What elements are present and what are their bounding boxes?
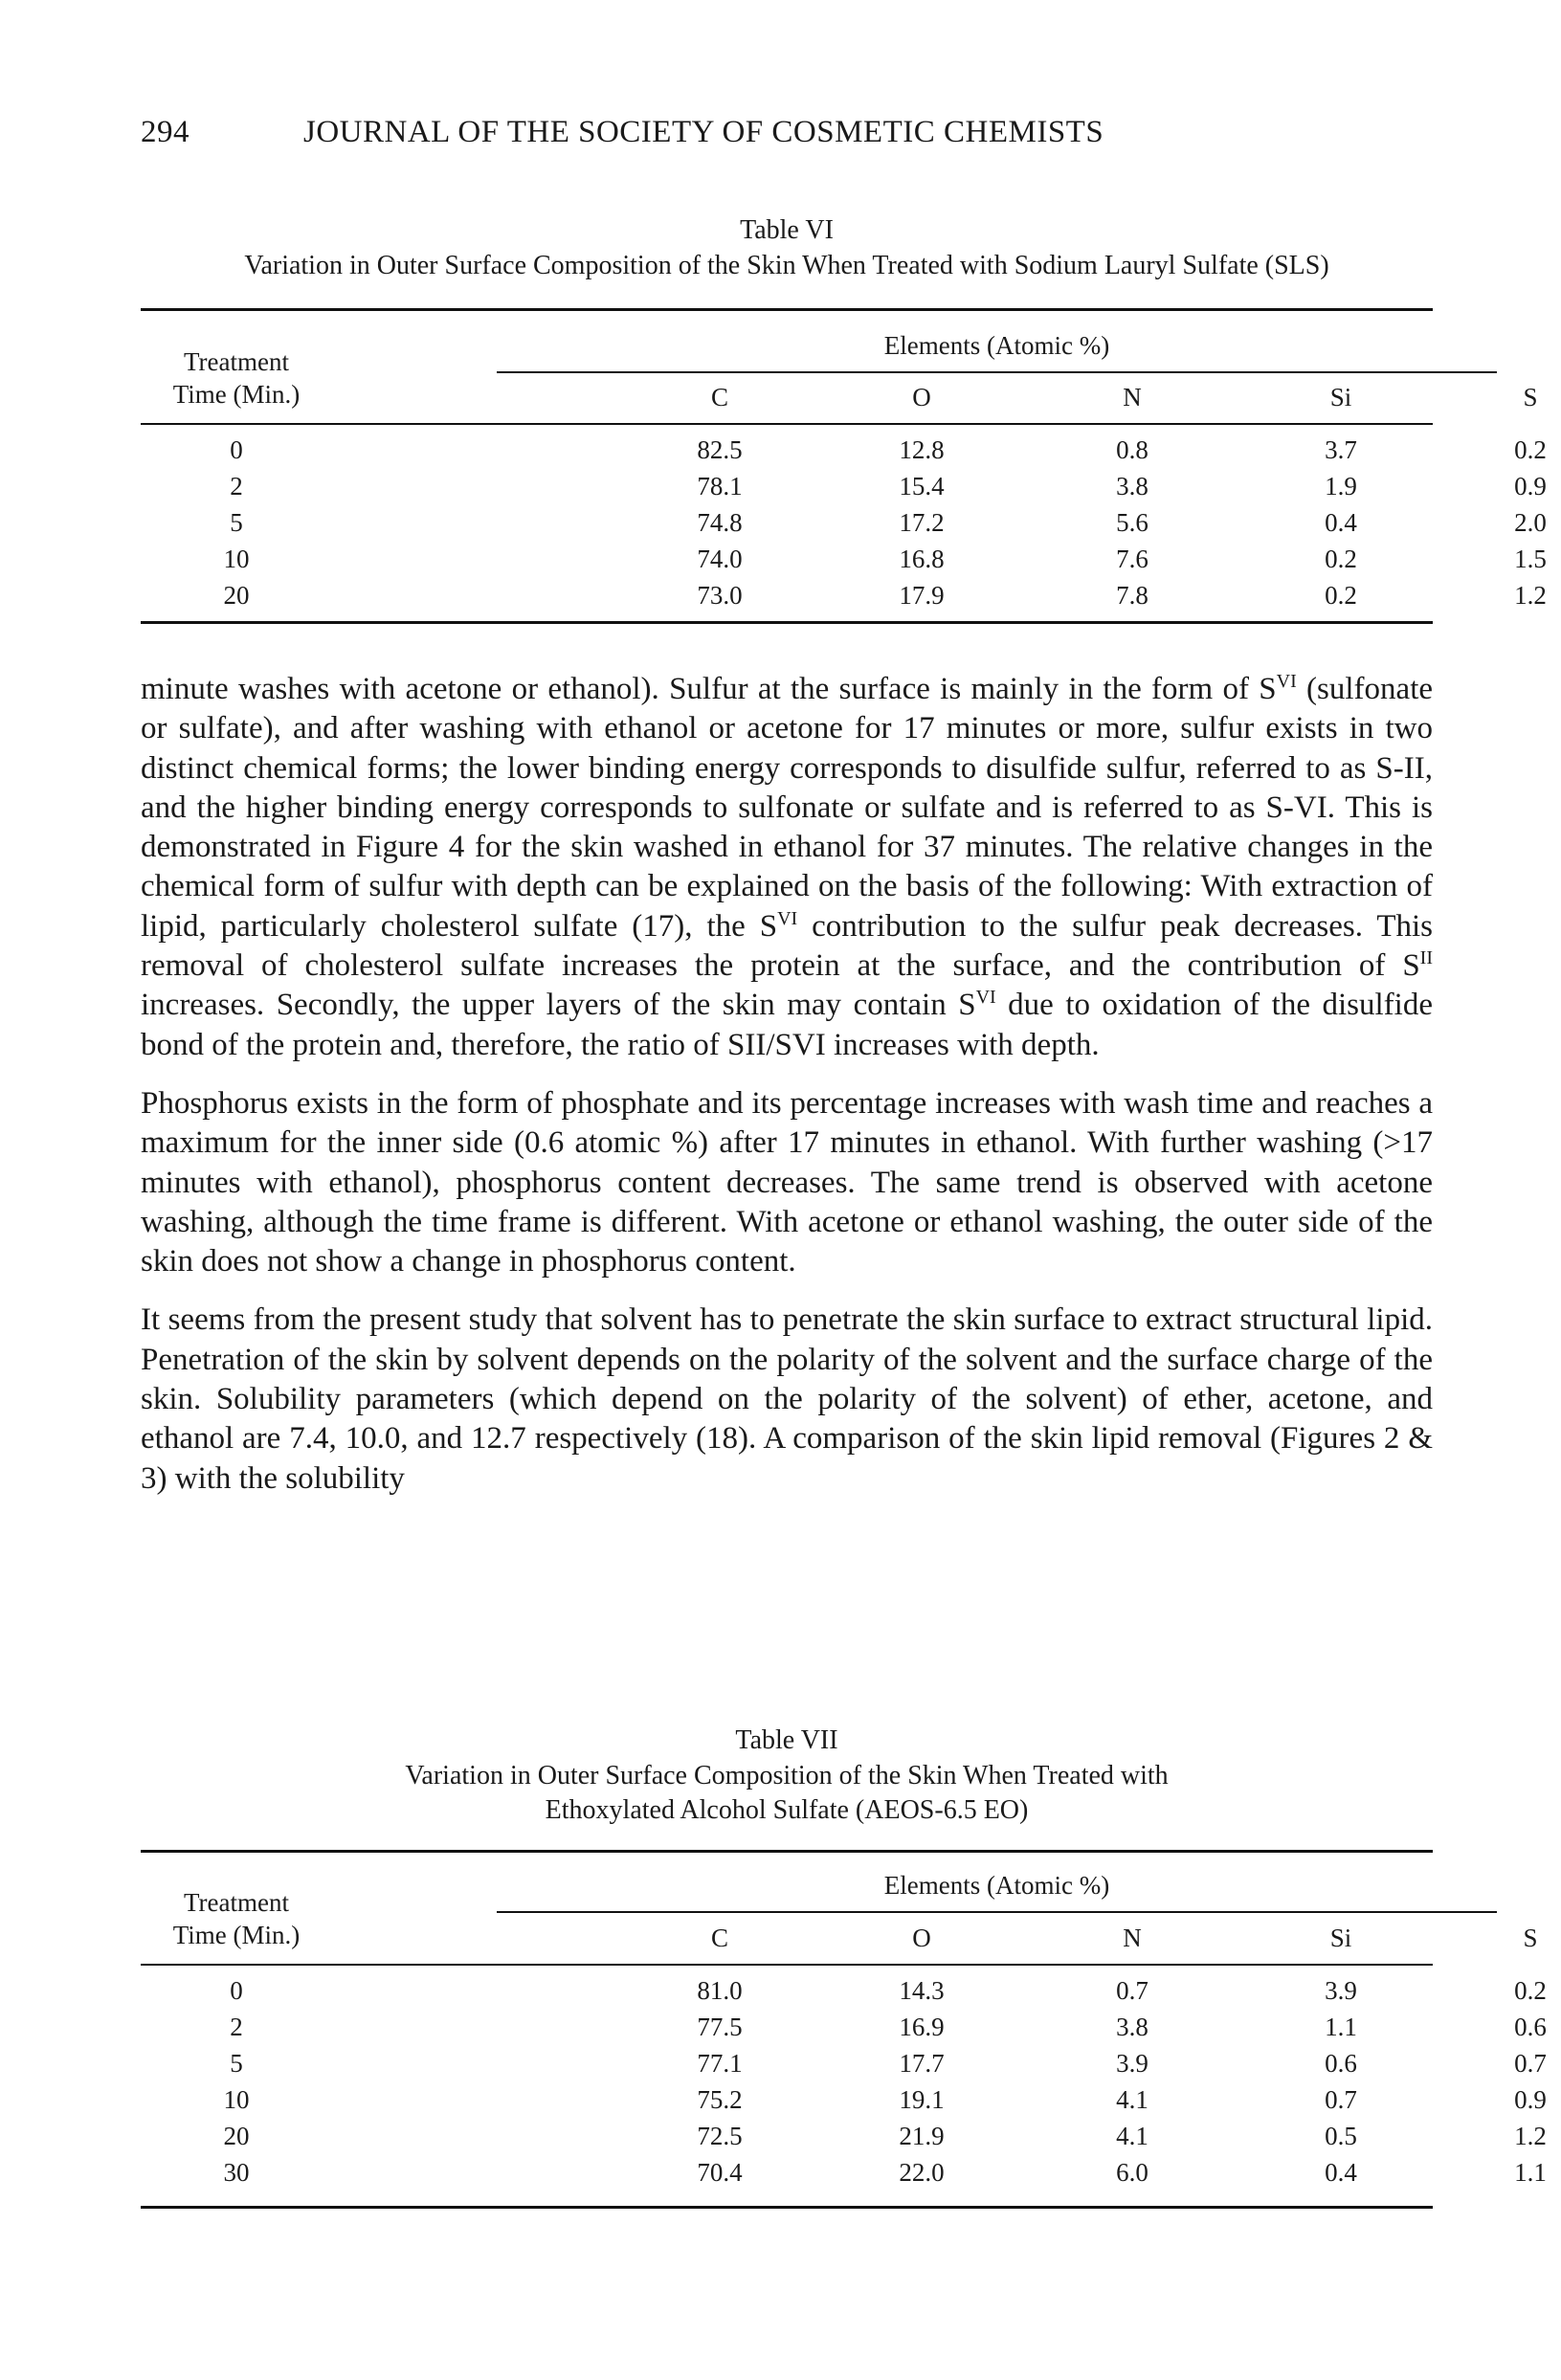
table6-cell: 1.5 xyxy=(1514,545,1547,573)
table-vi-group-header: Elements (Atomic %) xyxy=(883,331,1110,360)
table7-cell: 19.1 xyxy=(899,2085,945,2114)
table6-cell: 73.0 xyxy=(697,581,743,610)
table7-cell: 77.5 xyxy=(697,2013,743,2041)
table7-row-time: 20 xyxy=(223,2122,250,2150)
table7-cell: 0.6 xyxy=(1325,2049,1357,2078)
table7-cell: 3.8 xyxy=(1116,2013,1148,2041)
table6-cell: 3.7 xyxy=(1325,435,1357,464)
table6-cell: 74.8 xyxy=(697,508,743,537)
table6-row-time: 2 xyxy=(230,472,243,500)
table6-cell: 0.8 xyxy=(1116,435,1148,464)
table7-row-time: 30 xyxy=(223,2158,250,2187)
table7-cell: 21.9 xyxy=(899,2122,945,2150)
table-vii xyxy=(141,1723,1547,2220)
table6-cell: 1.9 xyxy=(1325,472,1357,500)
table6-row-time: 5 xyxy=(230,508,243,537)
table6-cell: 3.8 xyxy=(1116,472,1148,500)
table6-column-header: S xyxy=(1523,383,1538,411)
table7-cell: 17.7 xyxy=(899,2049,945,2078)
table7-row-time: 5 xyxy=(230,2049,243,2078)
table-vii-title: Table VII xyxy=(735,1725,838,1755)
table6-cell: 15.4 xyxy=(899,472,945,500)
table6-column-header: N xyxy=(1123,383,1142,411)
table6-cell: 74.0 xyxy=(697,545,743,573)
body-text xyxy=(141,670,1433,1499)
table7-cell: 81.0 xyxy=(697,1976,743,2005)
table7-cell: 4.1 xyxy=(1116,2122,1148,2150)
table6-cell: 0.2 xyxy=(1514,435,1547,464)
paragraph-solvent: It seems from the present study that solvent has to penetrate the skin surface to extract structural lipid. Penetration of the skin by solvent depends on the polarity of the solvent and the surface charge of the skin. Solubility parameters (which depend on the polarity of the solvent) of ether, acetone, and ethanol are 7.4, 10.0, and 12.7 respectively (18). A comparison of the skin lipid removal (Figures 2 & 3) with the solubility xyxy=(141,1302,1433,1496)
table7-cell: 75.2 xyxy=(697,2085,743,2114)
table7-cell: 16.9 xyxy=(899,2013,945,2041)
table-vii-top-rule xyxy=(141,1850,1433,1853)
table7-row-time: 10 xyxy=(223,2085,250,2114)
table-vi-top-rule xyxy=(141,308,1433,311)
table7-cell: 0.2 xyxy=(1514,1976,1547,2005)
table6-cell: 82.5 xyxy=(697,435,743,464)
table7-cell: 77.1 xyxy=(697,2049,743,2078)
table6-cell: 7.6 xyxy=(1116,545,1148,573)
table7-cell: 1.2 xyxy=(1514,2122,1547,2150)
table7-cell: 0.9 xyxy=(1514,2085,1547,2114)
table6-cell: 17.9 xyxy=(899,581,945,610)
table-vii-row-header: Treatment Time (Min.) xyxy=(172,1888,301,1949)
table7-cell: 14.3 xyxy=(899,1976,945,2005)
table-vi-row-header: Treatment Time (Min.) xyxy=(172,347,301,409)
table7-cell: 0.5 xyxy=(1325,2122,1357,2150)
table7-cell: 0.7 xyxy=(1514,2049,1547,2078)
table7-cell: 6.0 xyxy=(1116,2158,1148,2187)
table6-column-header: Si xyxy=(1329,383,1352,411)
table7-row-time: 2 xyxy=(230,2013,243,2041)
table-vii-caption: Variation in Outer Surface Composition of the Skin When Treated with Ethoxylated Alcohol Sulfate (AEOS-6.5 EO) xyxy=(405,1761,1169,1825)
table7-cell: 72.5 xyxy=(697,2122,743,2150)
table6-cell: 0.2 xyxy=(1325,545,1357,573)
table6-row-time: 20 xyxy=(223,581,250,610)
table-vi-group-rule xyxy=(497,371,1497,373)
table7-column-header: O xyxy=(912,1924,931,1952)
table-vii-group-header: Elements (Atomic %) xyxy=(883,1871,1110,1900)
running-header xyxy=(141,115,1433,150)
table-vi xyxy=(141,212,1547,634)
table-vii-bottom-rule xyxy=(141,2206,1433,2209)
table7-cell: 70.4 xyxy=(697,2158,743,2187)
table7-cell: 3.9 xyxy=(1116,2049,1148,2078)
paragraph-phosphorus: Phosphorus exists in the form of phosphate and its percentage increases with wash time and reaches a maximum for the inner side (0.6 atomic %) after 17 minutes in ethanol. With further washing (>17 minutes with ethanol), phosphorus content decreases. The same trend is observed with acetone washing, although the time frame is different. With acetone or ethanol washing, the outer side of the skin does not show a change in phosphorus content. xyxy=(141,1085,1433,1279)
table6-cell: 0.9 xyxy=(1514,472,1547,500)
table6-row-time: 10 xyxy=(223,545,250,573)
table6-cell: 12.8 xyxy=(899,435,945,464)
table6-cell: 0.2 xyxy=(1325,581,1357,610)
table-vii-header-rule xyxy=(141,1964,1433,1966)
table7-column-header: Si xyxy=(1329,1924,1352,1952)
table7-cell: 3.9 xyxy=(1325,1976,1357,2005)
table6-cell: 7.8 xyxy=(1116,581,1148,610)
table7-column-header: S xyxy=(1523,1924,1538,1952)
table-vi-caption: Variation in Outer Surface Composition of the Skin When Treated with Sodium Lauryl Sulfate (SLS) xyxy=(244,251,1329,280)
table7-cell: 22.0 xyxy=(899,2158,945,2187)
table6-column-header: C xyxy=(710,383,728,411)
table7-cell: 0.7 xyxy=(1325,2085,1357,2114)
journal-title: JOURNAL OF THE SOCIETY OF COSMETIC CHEMISTS xyxy=(303,115,1104,149)
table6-cell: 0.4 xyxy=(1325,508,1357,537)
table6-cell: 1.2 xyxy=(1514,581,1547,610)
table6-column-header: O xyxy=(912,383,931,411)
page-number: 294 xyxy=(141,115,190,149)
table7-cell: 0.4 xyxy=(1325,2158,1357,2187)
table7-row-time: 0 xyxy=(230,1976,243,2005)
table7-cell: 1.1 xyxy=(1514,2158,1547,2187)
table7-cell: 4.1 xyxy=(1116,2085,1148,2114)
table-vii-group-rule xyxy=(497,1911,1497,1913)
table-vi-bottom-rule xyxy=(141,621,1433,624)
table7-column-header: N xyxy=(1123,1924,1142,1952)
table6-row-time: 0 xyxy=(230,435,243,464)
table7-cell: 0.6 xyxy=(1514,2013,1547,2041)
table-vi-title: Table VI xyxy=(740,215,834,245)
paragraph-sulfur: minute washes with acetone or ethanol). Sulfur at the surface is mainly in the form of $S^{VI}$ (sulfonate or sulfate), and after washing with ethanol or acetone for 17 minutes or more, sulfur exists in two distinct chemical forms; the lower binding energy corresponds to disulfide sulfur, referred to as S-II, and the higher binding energy corresponds to sulfonate or sulfate and is referred to as S-VI. This is demonstrated in Figure 4 for the skin washed in ethanol for 37 minutes. The relative changes in the chemical form of sulfur with depth can be explained on the basis of the following: With extraction of lipid, particularly cholesterol sulfate (17), the $S^{VI}$ contribution to the sulfur peak decreases. This removal of cholesterol sulfate increases the protein at the surface, and the contribution of $S^{II}$ increases. Secondly, the upper layers of the skin may contain $S^{VI}$ due to oxidation of the disulfide bond of the protein and, therefore, the ratio of SII/SVI increases with depth. xyxy=(141,671,1434,1062)
table7-cell: 1.1 xyxy=(1325,2013,1357,2041)
table6-cell: 16.8 xyxy=(899,545,945,573)
table-vi-header-rule xyxy=(141,423,1433,425)
table6-cell: 5.6 xyxy=(1116,508,1148,537)
table6-cell: 2.0 xyxy=(1514,508,1547,537)
table6-cell: 17.2 xyxy=(899,508,945,537)
table6-cell: 78.1 xyxy=(697,472,743,500)
table7-column-header: C xyxy=(710,1924,728,1952)
table7-cell: 0.7 xyxy=(1116,1976,1148,2005)
